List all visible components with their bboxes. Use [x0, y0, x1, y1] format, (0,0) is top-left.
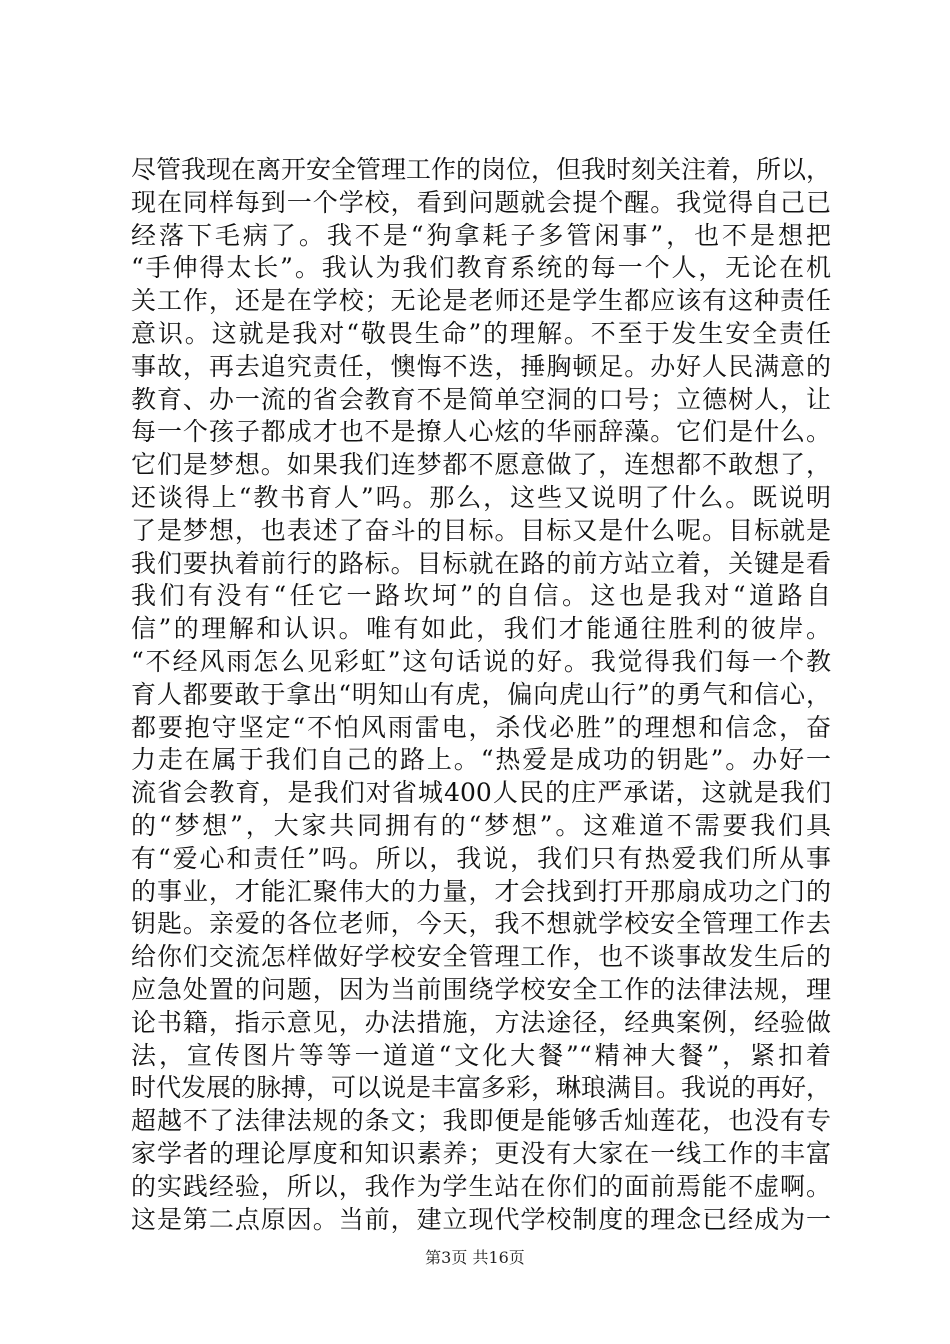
text-line: 尽管我现在离开安全管理工作的岗位，但我时刻关注着，所以， [131, 155, 831, 184]
text-line: 每一个孩子都成才也不是撩人心炫的华丽辞藻。它们是什么。 [131, 417, 831, 447]
text-line: 关工作，还是在学校；无论是老师还是学生都应该有这种责任 [131, 286, 831, 316]
text-line: 有“爱心和责任”吗。所以，我说，我们只有热爱我们所从事 [131, 843, 831, 873]
text-line: 事故，再去追究责任，懊悔不迭，捶胸顿足。办好人民满意的 [131, 351, 831, 381]
text-line: 现在同样每到一个学校，看到问题就会提个醒。我觉得自己已 [131, 187, 831, 217]
text-line: 超越不了法律法规的条文；我即便是能够舌灿莲花，也没有专 [131, 1106, 831, 1136]
text-line: “手伸得太长”。我认为我们教育系统的每一个人，无论在机 [131, 253, 831, 283]
text-line: 还谈得上“教书育人”吗。那么，这些又说明了什么。既说明 [131, 482, 831, 512]
text-line: “不经风雨怎么见彩虹”这句话说的好。我觉得我们每一个教 [131, 646, 831, 676]
text-line: 信”的理解和认识。唯有如此，我们才能通往胜利的彼岸。 [131, 614, 831, 644]
body-paragraph [131, 154, 831, 1236]
text-line: 意识。这就是我对“敬畏生命”的理解。不至于发生安全责任 [131, 318, 831, 348]
text-line: 的事业，才能汇聚伟大的力量，才会找到打开那扇成功之门的 [131, 876, 831, 906]
text-line: 它们是梦想。如果我们连梦都不愿意做了，连想都不敢想了， [131, 450, 831, 480]
text-line: 育人都要敢于拿出“明知山有虎，偏向虎山行”的勇气和信心， [131, 679, 831, 709]
text-line: 我们有没有“任它一路坎坷”的自信。这也是我对“道路自 [131, 581, 831, 611]
text-line: 家学者的理论厚度和知识素养；更没有大家在一线工作的丰富 [131, 1138, 831, 1168]
text-line: 时代发展的脉搏，可以说是丰富多彩，琳琅满目。我说的再好， [131, 1073, 831, 1103]
text-line: 的“梦想”，大家共同拥有的“梦想”。这难道不需要我们具 [131, 810, 831, 840]
text-line: 都要抱守坚定“不怕风雨雷电，杀伐必胜”的理想和信念，奋 [131, 712, 831, 742]
text-line: 的实践经验，所以，我作为学生站在你们的面前焉能不虚啊。 [131, 1171, 831, 1201]
page-number-footer: 第3页 共16页 [425, 1248, 525, 1267]
text-line: 经落下毛病了。我不是“狗拿耗子多管闲事”，也不是想把 [131, 220, 831, 250]
text-line: 这是第二点原因。当前，建立现代学校制度的理念已经成为一 [131, 1204, 831, 1234]
text-line: 法，宣传图片等等一道道“文化大餐”“精神大餐”，紧扣着 [131, 1040, 831, 1070]
text-line: 流省会教育，是我们对省城400人民的庄严承诺，这就是我们 [131, 778, 831, 808]
text-line: 了是梦想，也表述了奋斗的目标。目标又是什么呢。目标就是 [131, 515, 831, 545]
text-line: 我们要执着前行的路标。目标就在路的前方站立着，关键是看 [131, 548, 831, 578]
text-line: 应急处置的问题，因为当前围绕学校安全工作的法律法规，理 [131, 974, 831, 1004]
text-line: 钥匙。亲爱的各位老师，今天，我不想就学校安全管理工作去 [131, 909, 831, 939]
text-line: 教育、办一流的省会教育不是简单空洞的口号；立德树人，让 [131, 384, 831, 414]
text-line: 力走在属于我们自己的路上。“热爱是成功的钥匙”。办好一 [131, 745, 831, 775]
text-line: 论书籍，指示意见，办法措施，方法途径，经典案例，经验做 [131, 1007, 831, 1037]
text-line: 给你们交流怎样做好学校安全管理工作，也不谈事故发生后的 [131, 942, 831, 972]
